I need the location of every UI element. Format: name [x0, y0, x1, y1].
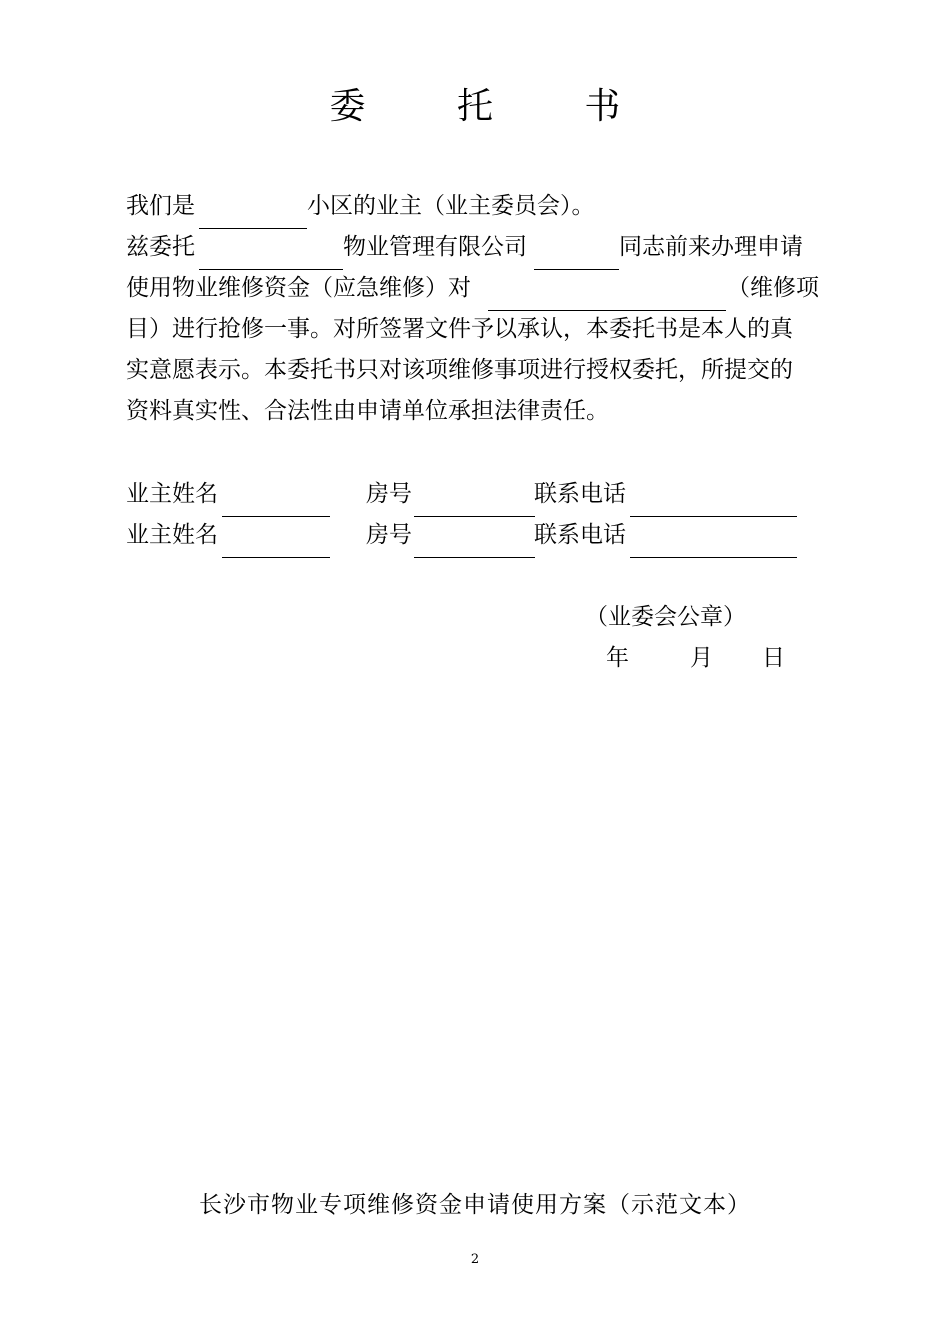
- para-line-4: 目）进行抢修一事。对所签署文件予以承认，本委托书是本人的真: [126, 316, 793, 342]
- company-name-blank[interactable]: [199, 269, 343, 270]
- community-name-blank[interactable]: [199, 228, 307, 229]
- room-label: 房号: [366, 481, 412, 507]
- footer-title: 长沙市物业专项维修资金申请使用方案（示范文本）: [199, 1192, 751, 1218]
- repair-item-blank[interactable]: [488, 310, 726, 311]
- para-line-2-start: 兹委托: [126, 234, 195, 260]
- room-blank[interactable]: [414, 557, 535, 558]
- owner-name-label: 业主姓名: [126, 481, 218, 507]
- date-month: 月: [690, 645, 713, 671]
- room-label: 房号: [366, 522, 412, 548]
- agent-name-blank[interactable]: [534, 269, 619, 270]
- page-number: 2: [470, 1252, 480, 1267]
- para-line-2-end: 同志前来办理申请: [619, 234, 803, 260]
- room-blank[interactable]: [414, 516, 535, 517]
- para-line-1-end: 小区的业主（业主委员会）。: [307, 193, 595, 219]
- owner-name-blank[interactable]: [222, 516, 330, 517]
- para-line-1-start: 我们是: [126, 193, 195, 219]
- owner-name-blank[interactable]: [222, 557, 330, 558]
- owner-name-label: 业主姓名: [126, 522, 218, 548]
- phone-label: 联系电话: [534, 522, 626, 548]
- phone-blank[interactable]: [630, 516, 797, 517]
- phone-blank[interactable]: [630, 557, 797, 558]
- para-line-5: 实意愿表示。本委托书只对该项维修事项进行授权委托，所提交的: [126, 357, 793, 383]
- committee-seal-label: （业委会公章）: [585, 604, 746, 630]
- para-line-3-end: （维修项: [727, 275, 819, 301]
- document-title: 委 托 书: [329, 86, 661, 127]
- date-day: 日: [762, 645, 785, 671]
- phone-label: 联系电话: [534, 481, 626, 507]
- date-year: 年: [606, 645, 629, 671]
- para-line-2-mid: 物业管理有限公司: [343, 234, 527, 260]
- para-line-3-start: 使用物业维修资金（应急维修）对: [126, 275, 471, 301]
- para-line-6: 资料真实性、合法性由申请单位承担法律责任。: [126, 398, 609, 424]
